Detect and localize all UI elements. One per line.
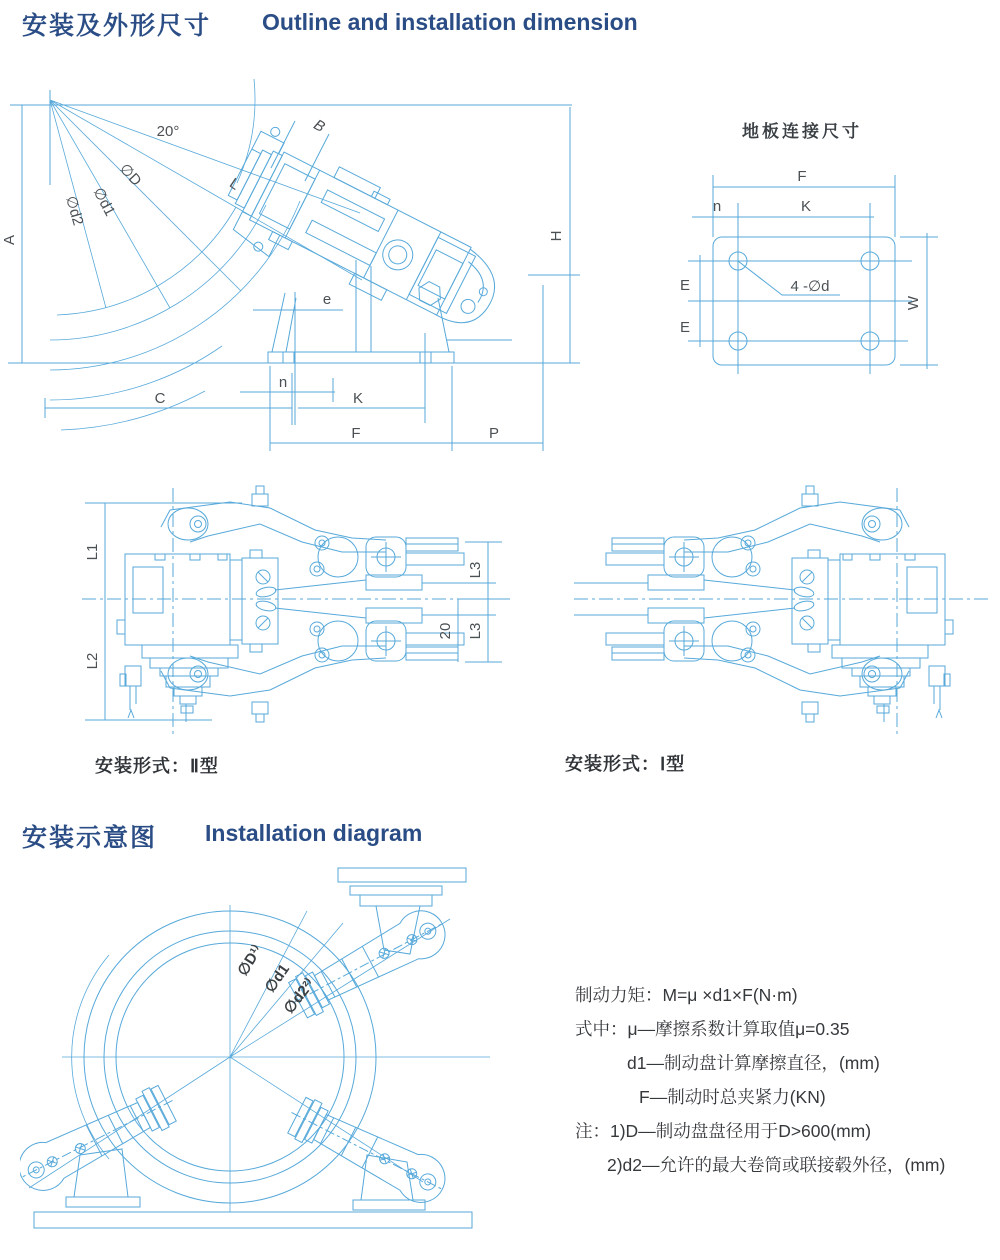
dim-label-A: A [1, 234, 18, 246]
type1-caption: 安装形式：Ⅰ型 [565, 754, 686, 774]
dim-label-H: H [548, 230, 565, 242]
dim-label-n: n [278, 374, 288, 391]
section2-title-zh: 安装示意图 [22, 824, 158, 852]
floor-plate-drawing [660, 100, 1000, 390]
dim-label-d1: ∅d1 [261, 961, 294, 996]
note-line: F—制动时总夹紧力(KN) [639, 1087, 826, 1107]
dim-label-d2: ∅d2 [62, 194, 87, 228]
dim-label-L1: L1 [84, 543, 101, 561]
dim-label-holes: 4 -∅d [790, 278, 830, 295]
dim-label-D: ∅D [115, 160, 145, 190]
dim-label-offset20: 20 [437, 622, 454, 640]
dim-label-F: F [351, 425, 361, 442]
brake-unit-side-view [212, 122, 518, 356]
floor-pedestals [34, 1149, 472, 1228]
dim-label-L3-top: L3 [467, 561, 484, 579]
dim-label-L2: L2 [84, 652, 101, 670]
note-line: 注：1)D—制动盘盘径用于D>600(mm) [575, 1121, 872, 1141]
section1-title-en: Outline and installation dimension [262, 9, 638, 35]
dim-label-d1: ∅d1 [89, 184, 119, 220]
dim-label-L3-bottom: L3 [467, 622, 484, 640]
note-line: 2)d2—允许的最大卷筒或联接毂外径，(mm) [607, 1155, 946, 1175]
dim-label-K: K [352, 390, 364, 407]
bolt-dot-icon [252, 241, 264, 253]
dim-label-C: C [154, 390, 166, 407]
note-line: 制动力矩：M=μ ×d1×F(N·m) [575, 985, 798, 1005]
dim-label-K: K [800, 198, 812, 215]
mounting-view-type2 [70, 480, 520, 750]
type2-caption: 安装形式：Ⅱ型 [95, 756, 219, 776]
dim-label-F: F [797, 168, 807, 185]
dim-label-n: n [712, 198, 722, 215]
mounting-stand [268, 260, 512, 363]
dim-label-D: ∅D¹⁾ [234, 942, 267, 979]
dim-label-e: e [322, 291, 332, 308]
mounting-view-type1 [545, 480, 1000, 750]
ceiling-mount [338, 868, 466, 954]
brake-unit-top-right [281, 902, 453, 1024]
dim-label-P: P [488, 425, 500, 442]
brake-unit-left [20, 1079, 183, 1199]
note-line: 式中：μ—摩擦系数计算取值μ=0.35 [575, 1019, 850, 1039]
outline-dimension-drawing [0, 60, 600, 480]
dim-label-d2: ∅d2²⁾ [280, 975, 319, 1017]
dim-label-L: L [226, 174, 243, 194]
dim-label-E-top: E [679, 277, 691, 294]
section2-title-en: Installation diagram [205, 820, 423, 846]
dim-label-angle: 20° [156, 123, 180, 140]
floor-plate-title: 地板连接尺寸 [742, 122, 862, 141]
note-line: d1—制动盘计算摩擦直径，(mm) [627, 1053, 880, 1073]
section1-title-zh: 安装及外形尺寸 [22, 12, 212, 40]
dim-label-E-bottom: E [679, 319, 691, 336]
formula-notes [575, 978, 995, 1182]
type2-dimensions [85, 503, 510, 720]
dim-label-B: B [310, 116, 328, 136]
dim-label-W: W [905, 295, 922, 311]
installation-diagram [20, 860, 580, 1255]
